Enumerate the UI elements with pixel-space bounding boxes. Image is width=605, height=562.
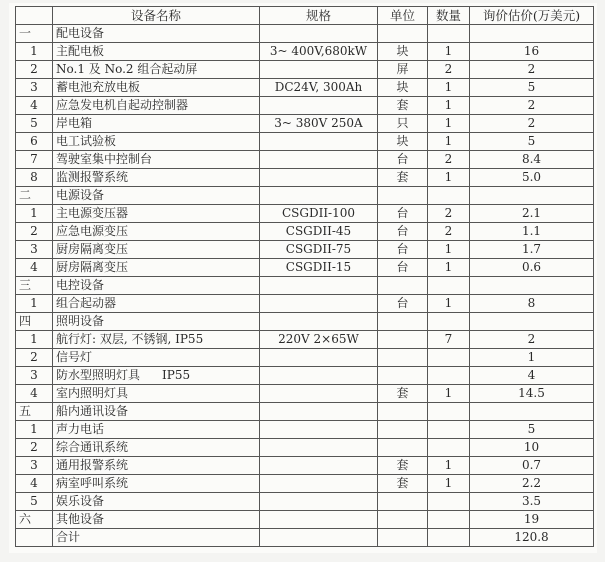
- cell-price-estimate: [470, 25, 594, 43]
- cell-specification: [260, 133, 378, 151]
- cell-equipment-name: 室内照明灯具: [53, 385, 260, 403]
- cell-price-estimate: [470, 403, 594, 421]
- cell-quantity: [428, 421, 470, 439]
- cell-price-estimate: 1.1: [470, 223, 594, 241]
- cell-specification: [260, 349, 378, 367]
- cell-specification: [260, 187, 378, 205]
- cell-specification: [260, 457, 378, 475]
- cell-unit: 屏: [378, 61, 428, 79]
- cell-specification: [260, 511, 378, 529]
- table-row: [16, 169, 594, 187]
- cell-specification: [260, 169, 378, 187]
- cell-row-index: 3: [16, 457, 53, 475]
- cell-equipment-name: 照明设备: [53, 313, 260, 331]
- cell-equipment-name: 应急电源变压: [53, 223, 260, 241]
- table-header-row: [16, 7, 594, 25]
- cell-row-index: 7: [16, 151, 53, 169]
- cell-price-estimate: 2.2: [470, 475, 594, 493]
- cell-price-estimate: 2: [470, 115, 594, 133]
- cell-quantity: 1: [428, 115, 470, 133]
- cell-specification: [260, 61, 378, 79]
- table-row: [16, 79, 594, 97]
- cell-unit: 块: [378, 43, 428, 61]
- cell-equipment-name: 配电设备: [53, 25, 260, 43]
- cell-price-estimate: 2: [470, 331, 594, 349]
- cell-row-index: 2: [16, 439, 53, 457]
- section-row: [16, 25, 594, 43]
- cell-unit: [378, 25, 428, 43]
- cell-equipment-name: 蓄电池充放电板: [53, 79, 260, 97]
- cell-unit: [378, 313, 428, 331]
- cell-unit: [378, 439, 428, 457]
- total-row: [16, 529, 594, 547]
- table-body: [16, 25, 594, 547]
- cell-quantity: 1: [428, 79, 470, 97]
- cell-specification: [260, 385, 378, 403]
- cell-specification: CSGDII-15: [260, 259, 378, 277]
- cell-equipment-name: 声力电话: [53, 421, 260, 439]
- table-row: [16, 421, 594, 439]
- table-row: [16, 151, 594, 169]
- cell-row-index: 1: [16, 421, 53, 439]
- cell-price-estimate: 2.1: [470, 205, 594, 223]
- cell-unit: [378, 277, 428, 295]
- table-row: [16, 493, 594, 511]
- cell-equipment-name: 主电源变压器: [53, 205, 260, 223]
- cell-row-index: 2: [16, 61, 53, 79]
- cell-equipment-name: 电源设备: [53, 187, 260, 205]
- cell-quantity: [428, 187, 470, 205]
- cell-row-index: 四: [16, 313, 53, 331]
- cell-row-index: 6: [16, 133, 53, 151]
- table-row: [16, 97, 594, 115]
- cell-specification: CSGDII-75: [260, 241, 378, 259]
- cell-unit: 套: [378, 475, 428, 493]
- cell-quantity: [428, 277, 470, 295]
- cell-unit: 台: [378, 151, 428, 169]
- cell-price-estimate: 14.5: [470, 385, 594, 403]
- header-quantity: 数量: [428, 7, 470, 25]
- cell-row-index: 3: [16, 367, 53, 385]
- cell-equipment-name-text: 防水型照明灯具: [56, 368, 141, 382]
- header-unit: 单位: [378, 7, 428, 25]
- header-specification: 规格: [260, 7, 378, 25]
- cell-row-index: 六: [16, 511, 53, 529]
- cell-quantity: [428, 511, 470, 529]
- cell-unit: 块: [378, 79, 428, 97]
- cell-unit: [378, 349, 428, 367]
- cell-row-index: 2: [16, 223, 53, 241]
- cell-unit: [378, 529, 428, 547]
- cell-price-estimate: 10: [470, 439, 594, 457]
- cell-price-estimate: 16: [470, 43, 594, 61]
- cell-equipment-name: 病室呼叫系统: [53, 475, 260, 493]
- cell-equipment-name: 岸电箱: [53, 115, 260, 133]
- cell-price-estimate: 2: [470, 97, 594, 115]
- cell-quantity: 1: [428, 241, 470, 259]
- table-row: [16, 205, 594, 223]
- header-price-estimate: 询价估价(万美元): [470, 7, 594, 25]
- cell-price-estimate: 1: [470, 349, 594, 367]
- cell-row-index: 二: [16, 187, 53, 205]
- cell-equipment-name: 电控设备: [53, 277, 260, 295]
- cell-quantity: 1: [428, 259, 470, 277]
- document-page: [9, 3, 597, 553]
- cell-quantity: [428, 439, 470, 457]
- cell-unit: [378, 187, 428, 205]
- table-row: [16, 385, 594, 403]
- table-row: [16, 331, 594, 349]
- cell-unit: 块: [378, 133, 428, 151]
- cell-quantity: 1: [428, 43, 470, 61]
- cell-price-estimate: 4: [470, 367, 594, 385]
- cell-equipment-name: 驾驶室集中控制台: [53, 151, 260, 169]
- cell-row-index: 1: [16, 295, 53, 313]
- cell-specification: [260, 403, 378, 421]
- cell-specification: DC24V, 300Ah: [260, 79, 378, 97]
- cell-equipment-name: 监测报警系统: [53, 169, 260, 187]
- cell-quantity: [428, 25, 470, 43]
- cell-unit: 套: [378, 169, 428, 187]
- cell-equipment-name: 其他设备: [53, 511, 260, 529]
- cell-price-estimate: 2: [470, 61, 594, 79]
- cell-price-estimate: [470, 277, 594, 295]
- cell-row-index: 3: [16, 241, 53, 259]
- cell-row-index: 4: [16, 385, 53, 403]
- cell-quantity: 1: [428, 475, 470, 493]
- cell-price-estimate: 1.7: [470, 241, 594, 259]
- cell-quantity: [428, 529, 470, 547]
- cell-equipment-name: 综合通讯系统: [53, 439, 260, 457]
- cell-row-index: 4: [16, 475, 53, 493]
- cell-price-estimate: 120.8: [470, 529, 594, 547]
- table-row: [16, 133, 594, 151]
- table-row: [16, 115, 594, 133]
- cell-specification: CSGDII-45: [260, 223, 378, 241]
- table-row: [16, 223, 594, 241]
- cell-quantity: 1: [428, 169, 470, 187]
- cell-row-index: 5: [16, 493, 53, 511]
- cell-unit: [378, 367, 428, 385]
- cell-specification: [260, 295, 378, 313]
- cell-unit: [378, 511, 428, 529]
- cell-price-estimate: 8: [470, 295, 594, 313]
- cell-quantity: 1: [428, 133, 470, 151]
- cell-unit: 台: [378, 295, 428, 313]
- cell-quantity: 1: [428, 295, 470, 313]
- cell-equipment-name: [53, 367, 260, 385]
- cell-row-index: 1: [16, 331, 53, 349]
- cell-quantity: 1: [428, 457, 470, 475]
- table-row: [16, 43, 594, 61]
- cell-unit: 台: [378, 223, 428, 241]
- section-row: [16, 313, 594, 331]
- table-row: [16, 61, 594, 79]
- cell-price-estimate: 19: [470, 511, 594, 529]
- table-row: [16, 457, 594, 475]
- table-row: [16, 241, 594, 259]
- cell-unit: [378, 331, 428, 349]
- cell-specification: [260, 313, 378, 331]
- cell-price-estimate: 0.7: [470, 457, 594, 475]
- cell-price-estimate: 5: [470, 421, 594, 439]
- cell-equipment-name: No.1 及 No.2 组合起动屏: [53, 61, 260, 79]
- cell-price-estimate: 8.4: [470, 151, 594, 169]
- cell-quantity: [428, 313, 470, 331]
- cell-specification: [260, 97, 378, 115]
- cell-quantity: 1: [428, 385, 470, 403]
- cell-price-estimate: 0.6: [470, 259, 594, 277]
- cell-equipment-name: 电工试验板: [53, 133, 260, 151]
- cell-specification: 220V 2×65W: [260, 331, 378, 349]
- cell-equipment-name: 组合起动器: [53, 295, 260, 313]
- cell-unit: 套: [378, 97, 428, 115]
- cell-quantity: 2: [428, 151, 470, 169]
- cell-specification: [260, 421, 378, 439]
- cell-equipment-name: 主配电板: [53, 43, 260, 61]
- cell-quantity: 2: [428, 223, 470, 241]
- cell-quantity: [428, 367, 470, 385]
- cell-specification: [260, 25, 378, 43]
- header-equipment-name: 设备名称: [53, 7, 260, 25]
- cell-unit: 套: [378, 457, 428, 475]
- cell-specification: [260, 439, 378, 457]
- cell-quantity: 7: [428, 331, 470, 349]
- cell-unit: [378, 403, 428, 421]
- cell-row-index: 8: [16, 169, 53, 187]
- cell-equipment-name: 通用报警系统: [53, 457, 260, 475]
- table-row: [16, 439, 594, 457]
- section-row: [16, 403, 594, 421]
- cell-specification: [260, 367, 378, 385]
- equipment-cost-table: [15, 6, 594, 547]
- cell-specification: 3~ 380V 250A: [260, 115, 378, 133]
- cell-row-index: [16, 529, 53, 547]
- cell-row-index: 1: [16, 205, 53, 223]
- cell-unit: 台: [378, 241, 428, 259]
- cell-row-index: 1: [16, 43, 53, 61]
- cell-specification: CSGDII-100: [260, 205, 378, 223]
- cell-row-index: 5: [16, 115, 53, 133]
- cell-specification: 3~ 400V,680kW: [260, 43, 378, 61]
- cell-specification: [260, 493, 378, 511]
- cell-price-estimate: 5.0: [470, 169, 594, 187]
- cell-equipment-name: 航行灯: 双层, 不锈钢, IP55: [53, 331, 260, 349]
- cell-quantity: [428, 403, 470, 421]
- table-row: [16, 367, 594, 385]
- cell-equipment-name: 厨房隔离变压: [53, 259, 260, 277]
- cell-price-estimate: [470, 313, 594, 331]
- cell-row-index: 五: [16, 403, 53, 421]
- cell-quantity: 1: [428, 97, 470, 115]
- cell-price-estimate: [470, 187, 594, 205]
- cell-equipment-name: 信号灯: [53, 349, 260, 367]
- cell-quantity: 2: [428, 205, 470, 223]
- cell-quantity: [428, 349, 470, 367]
- cell-row-index: 2: [16, 349, 53, 367]
- cell-row-index: 4: [16, 259, 53, 277]
- cell-price-estimate: 3.5: [470, 493, 594, 511]
- section-row: [16, 187, 594, 205]
- cell-row-index: 3: [16, 79, 53, 97]
- table-row: [16, 259, 594, 277]
- table-row: [16, 295, 594, 313]
- cell-equipment-name: 厨房隔离变压: [53, 241, 260, 259]
- cell-unit: 只: [378, 115, 428, 133]
- section-row: [16, 511, 594, 529]
- cell-specification: [260, 529, 378, 547]
- cell-specification: [260, 151, 378, 169]
- cell-row-index: 4: [16, 97, 53, 115]
- cell-price-estimate: 5: [470, 133, 594, 151]
- cell-equipment-name: 合计: [53, 529, 260, 547]
- cell-equipment-name: 应急发电机自起动控制器: [53, 97, 260, 115]
- table-row: [16, 349, 594, 367]
- cell-specification: [260, 475, 378, 493]
- cell-unit: [378, 421, 428, 439]
- cell-unit: 台: [378, 205, 428, 223]
- cell-unit: 套: [378, 385, 428, 403]
- cell-unit: 台: [378, 259, 428, 277]
- cell-specification: [260, 277, 378, 295]
- cell-equipment-name: 娱乐设备: [53, 493, 260, 511]
- table-row: [16, 475, 594, 493]
- cell-unit: [378, 493, 428, 511]
- header-index: [16, 7, 53, 25]
- cell-equipment-name: 船内通讯设备: [53, 403, 260, 421]
- section-row: [16, 277, 594, 295]
- cell-equipment-name-rating: IP55: [162, 368, 191, 382]
- cell-quantity: 2: [428, 61, 470, 79]
- cell-price-estimate: 5: [470, 79, 594, 97]
- cell-row-index: 三: [16, 277, 53, 295]
- cell-row-index: 一: [16, 25, 53, 43]
- cell-quantity: [428, 493, 470, 511]
